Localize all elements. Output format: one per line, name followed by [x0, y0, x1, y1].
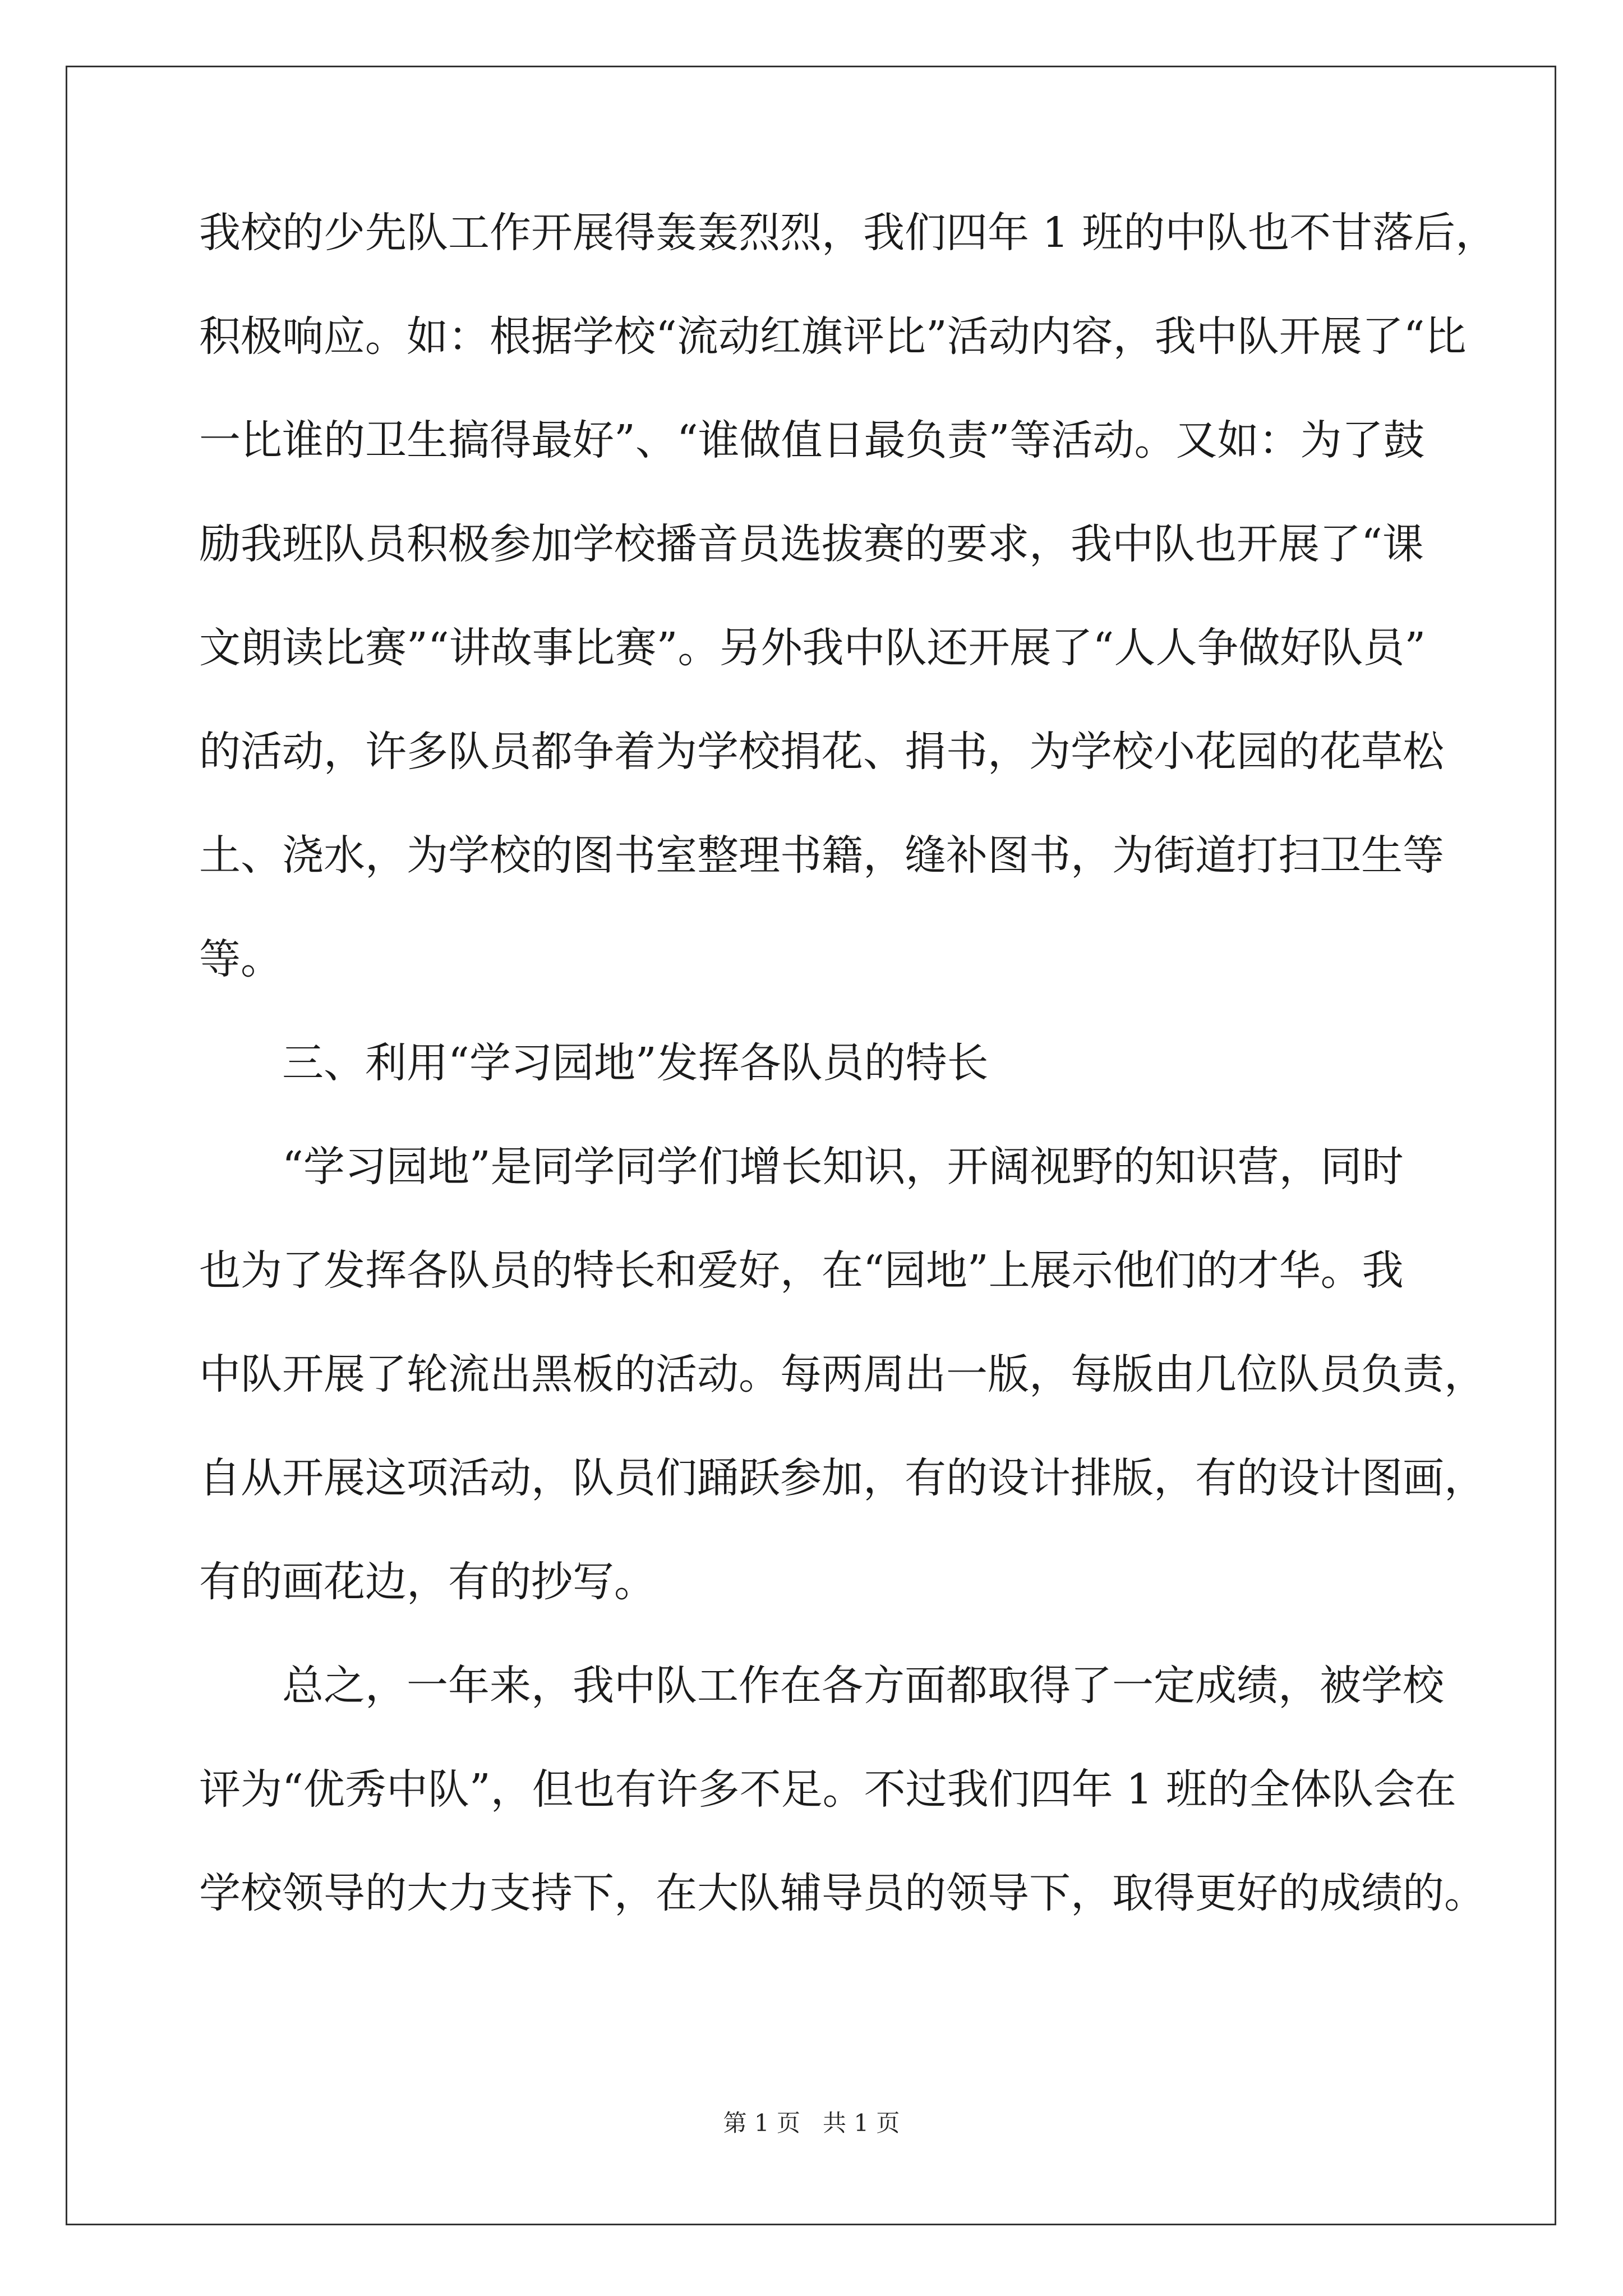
text-line: 自从开展这项活动，队员们踊跃参加，有的设计排版，有的设计图画， — [199, 1454, 1486, 1502]
text-line: 励我班队员积极参加学校播音员选拔赛的要求，我中队也开展了“课 — [199, 520, 1424, 568]
text-line: 学校领导的大力支持下，在大队辅导员的领导下，取得更好的成绩的。 — [199, 1869, 1486, 1917]
page-footer — [0, 2105, 1623, 2138]
text-line: 中队开展了轮流出黑板的活动。每两周出一版，每版由几位队员负责， — [199, 1350, 1486, 1398]
section-heading: 三、利用“学习园地”发挥各队员的特长 — [282, 1039, 989, 1087]
text-line: 有的画花边，有的抄写。 — [199, 1558, 656, 1606]
text-line: 一比谁的卫生搞得最好”、“谁做值日最负责”等活动。又如：为了鼓 — [199, 416, 1425, 464]
text-line: 的活动，许多队员都争着为学校捐花、捐书，为学校小花园的花草松 — [199, 728, 1444, 776]
text-line: 等。 — [199, 935, 282, 983]
text-line: 积极响应。如：根据学校“流动红旗评比”活动内容，我中队开展了“比 — [199, 312, 1467, 361]
page-total: 共 1 页 — [823, 2109, 900, 2137]
text-line: 也为了发挥各队员的特长和爱好，在“园地”上展示他们的才华。我 — [199, 1246, 1404, 1295]
page-number: 第 1 页 — [723, 2109, 800, 2137]
text-line: 总之，一年来，我中队工作在各方面都取得了一定成绩，被学校 — [282, 1662, 1444, 1710]
text-line: 文朗读比赛”“讲故事比赛”。另外我中队还开展了“人人争做好队员” — [199, 624, 1426, 672]
text-line: 我校的少先队工作开展得轰轰烈烈，我们四年 1 班的中队也不甘落后， — [199, 209, 1497, 257]
text-line: “学习园地”是同学同学们增长知识，开阔视野的知识营，同时 — [282, 1143, 1404, 1191]
text-line: 评为“优秀中队”，但也有许多不足。不过我们四年 1 班的全体队会在 — [199, 1765, 1456, 1814]
text-line: 土、浇水，为学校的图书室整理书籍，缝补图书，为街道打扫卫生等 — [199, 831, 1444, 880]
